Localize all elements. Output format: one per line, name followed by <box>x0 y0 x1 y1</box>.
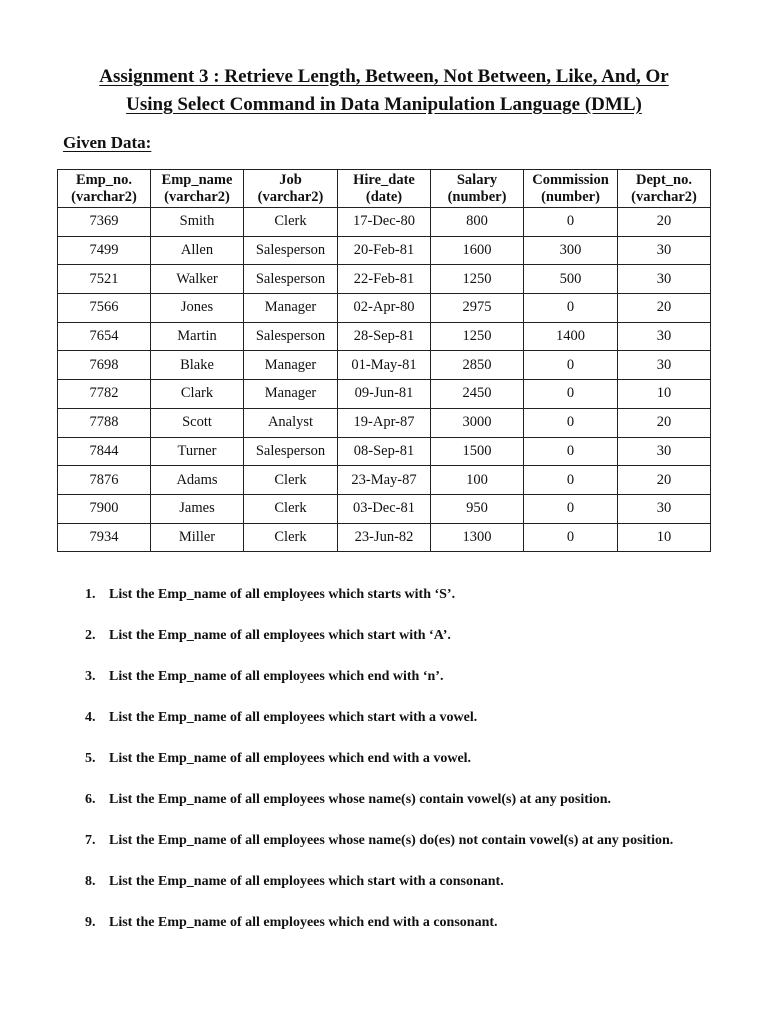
question-number: 7. <box>85 833 96 848</box>
table-row <box>58 523 711 552</box>
table-cell: Clerk <box>244 523 338 552</box>
column-header-type: (number) <box>447 188 507 205</box>
table-cell: 23-Jun-82 <box>338 523 431 552</box>
table-cell: 30 <box>618 494 711 523</box>
table-cell: 500 <box>524 265 618 294</box>
table-cell: 800 <box>431 208 524 237</box>
column-header-name: Emp_no. <box>75 171 132 188</box>
table-cell: 7698 <box>58 351 151 380</box>
column-header-name: Dept_no. <box>636 171 692 188</box>
question-number: 3. <box>85 669 96 684</box>
table-row <box>58 380 711 409</box>
column-header <box>244 170 338 208</box>
question-item <box>85 667 705 687</box>
title-line-2: Using Select Command in Data Manipulation Language (DML) <box>126 94 642 115</box>
table-cell: 2850 <box>431 351 524 380</box>
table-row <box>58 437 711 466</box>
table-cell: 7900 <box>58 494 151 523</box>
column-header-name: Salary <box>456 171 498 188</box>
column-header-type: (varchar2) <box>71 188 137 205</box>
table-cell: 23-May-87 <box>338 466 431 495</box>
table-cell: Salesperson <box>244 236 338 265</box>
question-number: 5. <box>85 751 96 766</box>
table-cell: 03-Dec-81 <box>338 494 431 523</box>
table-cell: 1250 <box>431 265 524 294</box>
given-data-label: Given Data: <box>63 133 152 152</box>
table-cell: 7499 <box>58 236 151 265</box>
table-cell: 22-Feb-81 <box>338 265 431 294</box>
table-cell: 0 <box>524 208 618 237</box>
table-cell: Clerk <box>244 494 338 523</box>
table-cell: 0 <box>524 494 618 523</box>
question-text: List the Emp_name of all employees which start with a vowel. <box>109 710 478 725</box>
table-cell: 19-Apr-87 <box>338 408 431 437</box>
table-cell: 0 <box>524 380 618 409</box>
table-cell: 1400 <box>524 322 618 351</box>
table-cell: 7566 <box>58 294 151 323</box>
table-cell: Martin <box>151 322 244 351</box>
table-cell: Clerk <box>244 208 338 237</box>
table-cell: Manager <box>244 380 338 409</box>
table-row <box>58 208 711 237</box>
table-cell: Clark <box>151 380 244 409</box>
table-cell: 20 <box>618 208 711 237</box>
question-text: List the Emp_name of all employees which end with a consonant. <box>109 915 498 930</box>
table-cell: 0 <box>524 294 618 323</box>
table-cell: 01-May-81 <box>338 351 431 380</box>
column-header <box>618 170 711 208</box>
column-header-type: (varchar2) <box>164 188 230 205</box>
column-header-type: (varchar2) <box>631 188 697 205</box>
table-cell: 0 <box>524 437 618 466</box>
table-cell: 1600 <box>431 236 524 265</box>
table-cell: Turner <box>151 437 244 466</box>
table-cell: 08-Sep-81 <box>338 437 431 466</box>
table-cell: 950 <box>431 494 524 523</box>
column-header-name: Emp_name <box>161 171 233 188</box>
column-header <box>338 170 431 208</box>
column-header <box>58 170 151 208</box>
assignment-title <box>0 63 768 119</box>
table-cell: Salesperson <box>244 322 338 351</box>
table-cell: 0 <box>524 351 618 380</box>
question-item <box>85 790 705 810</box>
table-cell: 0 <box>524 523 618 552</box>
table-cell: 30 <box>618 265 711 294</box>
table-cell: 28-Sep-81 <box>338 322 431 351</box>
table-cell: 30 <box>618 236 711 265</box>
question-item <box>85 749 705 769</box>
table-row <box>58 265 711 294</box>
table-cell: Smith <box>151 208 244 237</box>
question-number: 6. <box>85 792 96 807</box>
table-cell: Salesperson <box>244 437 338 466</box>
table-cell: 0 <box>524 408 618 437</box>
question-item <box>85 872 705 892</box>
table-cell: 20 <box>618 294 711 323</box>
question-text: List the Emp_name of all employees which start with a consonant. <box>109 874 504 889</box>
question-text: List the Emp_name of all employees which end with a vowel. <box>109 751 472 766</box>
table-cell: 0 <box>524 466 618 495</box>
table-cell: 10 <box>618 523 711 552</box>
table-cell: 30 <box>618 322 711 351</box>
question-text: List the Emp_name of all employees which starts with ‘S’. <box>109 587 456 602</box>
table-cell: Adams <box>151 466 244 495</box>
table-cell: 100 <box>431 466 524 495</box>
employee-table <box>57 169 711 552</box>
table-cell: 30 <box>618 351 711 380</box>
column-header-name: Job <box>279 171 302 188</box>
table-row <box>58 294 711 323</box>
title-line-1: Assignment 3 : Retrieve Length, Between, Not Between, Like, And, Or <box>99 66 669 87</box>
table-cell: 1500 <box>431 437 524 466</box>
column-header <box>151 170 244 208</box>
table-cell: 2450 <box>431 380 524 409</box>
table-row <box>58 351 711 380</box>
table-cell: 7934 <box>58 523 151 552</box>
table-cell: 7788 <box>58 408 151 437</box>
table-cell: 20-Feb-81 <box>338 236 431 265</box>
question-item <box>85 708 705 728</box>
table-cell: Walker <box>151 265 244 294</box>
table-cell: 3000 <box>431 408 524 437</box>
table-cell: Clerk <box>244 466 338 495</box>
column-header-name: Hire_date <box>353 171 415 188</box>
question-list <box>85 585 705 954</box>
table-cell: Blake <box>151 351 244 380</box>
table-cell: 7654 <box>58 322 151 351</box>
table-row <box>58 236 711 265</box>
table-cell: Manager <box>244 351 338 380</box>
table-header-row <box>58 170 711 208</box>
table-cell: 300 <box>524 236 618 265</box>
question-text: List the Emp_name of all employees whose name(s) contain vowel(s) at any position. <box>109 792 612 807</box>
question-item <box>85 585 705 605</box>
column-header-name: Commission <box>532 171 609 188</box>
table-cell: 7876 <box>58 466 151 495</box>
table-cell: 09-Jun-81 <box>338 380 431 409</box>
question-number: 8. <box>85 874 96 889</box>
table-cell: 7369 <box>58 208 151 237</box>
table-cell: James <box>151 494 244 523</box>
question-number: 9. <box>85 915 96 930</box>
question-number: 4. <box>85 710 96 725</box>
table-row <box>58 494 711 523</box>
table-cell: Manager <box>244 294 338 323</box>
question-item <box>85 626 705 646</box>
question-text: List the Emp_name of all employees which end with ‘n’. <box>109 669 444 684</box>
table-cell: 1250 <box>431 322 524 351</box>
table-cell: 17-Dec-80 <box>338 208 431 237</box>
question-text: List the Emp_name of all employees which start with ‘A’. <box>109 628 451 643</box>
question-number: 2. <box>85 628 96 643</box>
table-cell: 2975 <box>431 294 524 323</box>
column-header-type: (varchar2) <box>257 188 324 205</box>
column-header <box>524 170 618 208</box>
table-row <box>58 466 711 495</box>
table-cell: Salesperson <box>244 265 338 294</box>
question-number: 1. <box>85 587 96 602</box>
table-row <box>58 408 711 437</box>
question-item <box>85 913 705 933</box>
table-cell: 20 <box>618 466 711 495</box>
table-cell: 30 <box>618 437 711 466</box>
table-cell: Scott <box>151 408 244 437</box>
table-cell: 02-Apr-80 <box>338 294 431 323</box>
table-cell: Analyst <box>244 408 338 437</box>
table-body <box>58 208 711 552</box>
question-text: List the Emp_name of all employees whose name(s) do(es) not contain vowel(s) at any position. <box>109 833 674 848</box>
column-header <box>431 170 524 208</box>
table-cell: Miller <box>151 523 244 552</box>
question-item <box>85 831 705 851</box>
table-cell: 7844 <box>58 437 151 466</box>
table-cell: 7782 <box>58 380 151 409</box>
column-header-type: (date) <box>365 188 403 205</box>
table-cell: 20 <box>618 408 711 437</box>
table-cell: Jones <box>151 294 244 323</box>
column-header-type: (number) <box>541 188 600 205</box>
table-row <box>58 322 711 351</box>
table-cell: 7521 <box>58 265 151 294</box>
table-cell: 1300 <box>431 523 524 552</box>
table-cell: 10 <box>618 380 711 409</box>
table-cell: Allen <box>151 236 244 265</box>
